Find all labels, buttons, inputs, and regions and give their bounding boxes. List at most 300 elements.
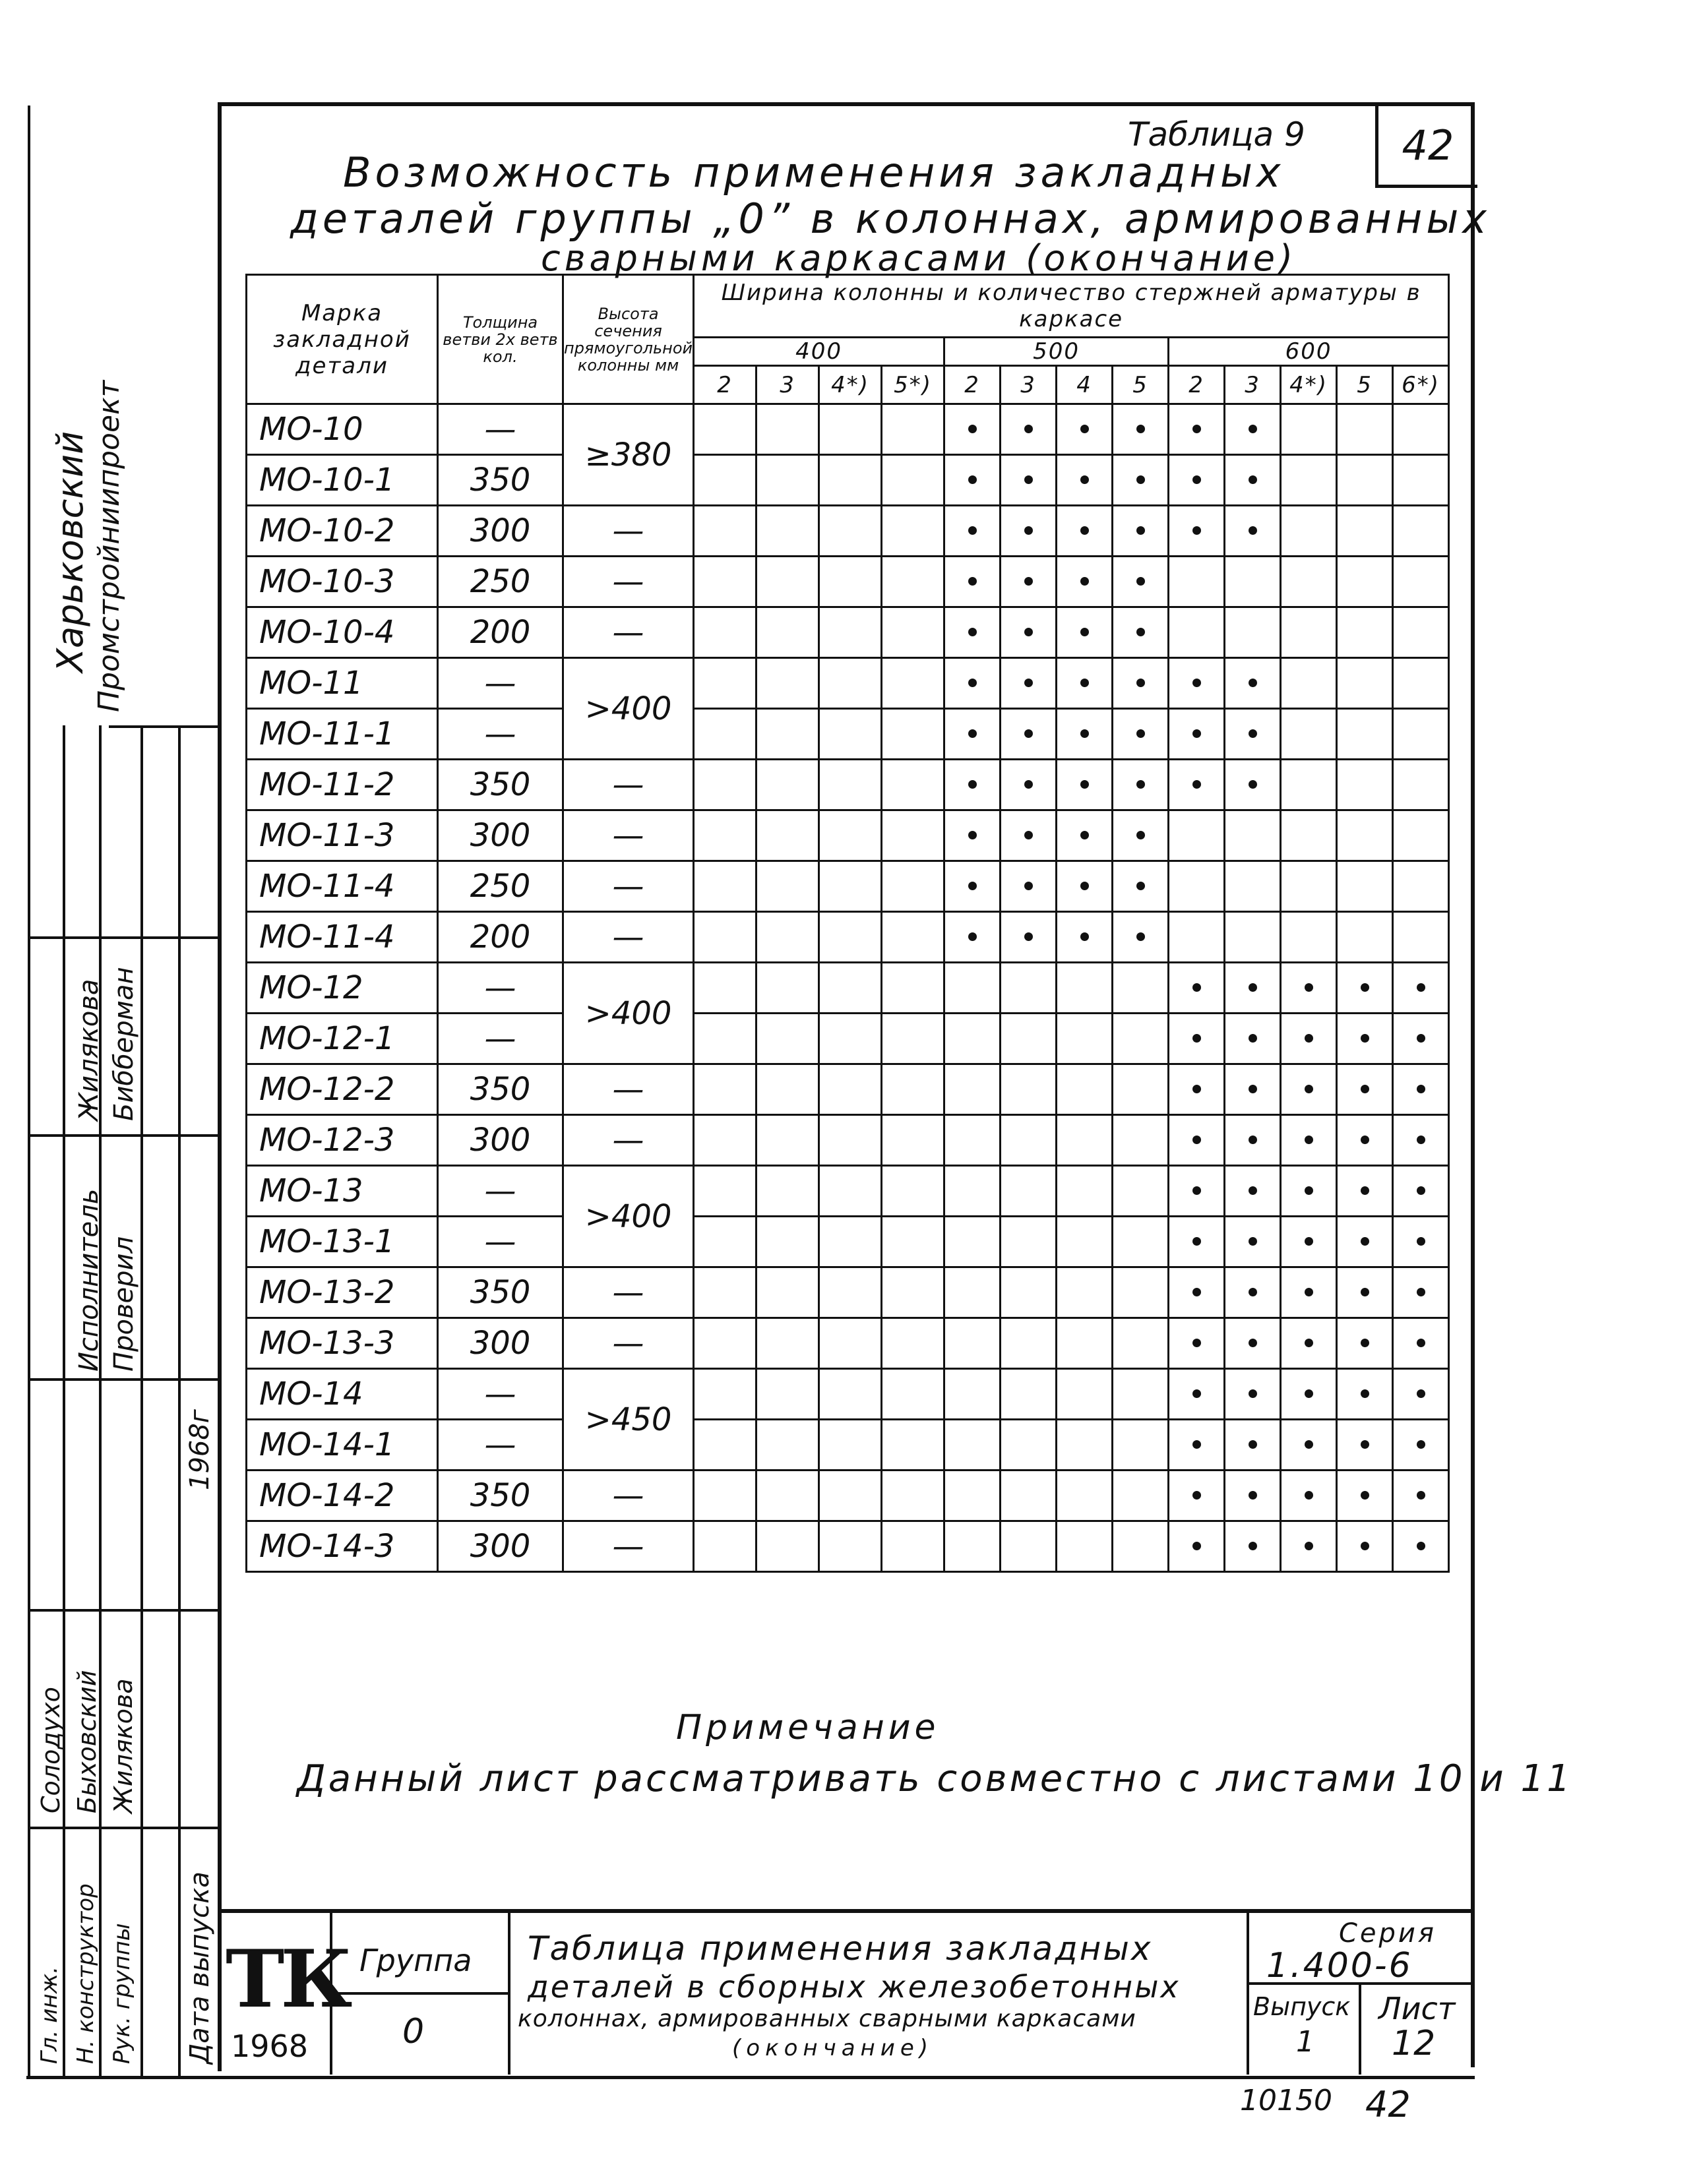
cell-applicability: [694, 455, 757, 506]
applicable-dot: [1080, 882, 1089, 890]
sidebar-name: Жилякова: [109, 1678, 138, 1813]
cell-applicability: [1001, 1420, 1057, 1471]
cell-height: —: [563, 1471, 694, 1521]
applicable-dot: [1024, 882, 1033, 890]
cell-applicability: [1169, 1471, 1225, 1521]
footer-page: 42: [1365, 2084, 1411, 2125]
series-value: 1.400-6: [1266, 1946, 1413, 1986]
cell-applicability: [694, 861, 757, 912]
applicable-dot: [1024, 729, 1033, 738]
applicable-dot: [1136, 729, 1145, 738]
binding-line: [28, 106, 30, 2077]
table-row: [247, 861, 1449, 912]
applicable-dot: [1080, 577, 1089, 586]
cell-applicability: [1057, 1267, 1113, 1318]
cell-applicability: [694, 1420, 757, 1471]
cell-applicability: [694, 1115, 757, 1166]
cell-applicability: [819, 455, 882, 506]
cell-applicability: [1169, 709, 1225, 760]
sidebar-col-line: [178, 725, 181, 2077]
cell-applicability: [1281, 1115, 1337, 1166]
cell-applicability: [1057, 861, 1113, 912]
cell-applicability: [882, 1420, 944, 1471]
cell-applicability: [1169, 506, 1225, 557]
applicable-dot: [1192, 1237, 1201, 1246]
cell-height: >400: [563, 963, 694, 1064]
cell-applicability: [757, 1521, 819, 1572]
col-header-height: Высота сечения прямоугольной колонны мм: [563, 275, 694, 404]
sub-col-header: 4*): [819, 366, 882, 404]
table-row: [247, 506, 1449, 557]
cell-applicability: [819, 1318, 882, 1369]
applicable-dot: [1080, 526, 1089, 535]
applicable-dot: [1249, 729, 1257, 738]
cell-mark: МО-14-1: [247, 1420, 438, 1471]
applicable-dot: [1024, 932, 1033, 941]
cell-applicability: [1057, 1521, 1113, 1572]
cell-mark: МО-10-3: [247, 557, 438, 607]
cell-applicability: [1001, 810, 1057, 861]
sidebar-col-line: [140, 725, 143, 2077]
cell-applicability: [1001, 1064, 1057, 1115]
sub-col-header: 6*): [1393, 366, 1449, 404]
applicable-dot: [1249, 1288, 1257, 1296]
cell-applicability: [1281, 1014, 1337, 1064]
applicable-dot: [1136, 932, 1145, 941]
bottom-border: [26, 2076, 1475, 2079]
applicable-dot: [1136, 475, 1145, 484]
cell-height: —: [563, 1521, 694, 1572]
cell-applicability: [694, 1471, 757, 1521]
cell-applicability: [944, 1521, 1001, 1572]
cell-branch: 350: [438, 760, 563, 810]
cell-applicability: [882, 1064, 944, 1115]
cell-applicability: [944, 1014, 1001, 1064]
cell-applicability: [694, 506, 757, 557]
cell-applicability: [1057, 607, 1113, 658]
cell-applicability: [694, 1217, 757, 1267]
cell-applicability: [1169, 404, 1225, 455]
cell-applicability: [1393, 963, 1449, 1014]
applicable-dot: [1192, 425, 1201, 433]
applicable-dot: [1305, 1440, 1313, 1449]
cell-branch: —: [438, 1420, 563, 1471]
cell-applicability: [757, 1217, 819, 1267]
cell-mark: МО-13-1: [247, 1217, 438, 1267]
cell-applicability: [1113, 1369, 1169, 1420]
cell-applicability: [1113, 455, 1169, 506]
cell-applicability: [1001, 1318, 1057, 1369]
applicable-dot: [1192, 1034, 1201, 1043]
cell-applicability: [757, 557, 819, 607]
cell-applicability: [1337, 658, 1393, 709]
cell-applicability: [1225, 1166, 1281, 1217]
sidebar-row-line: [28, 1609, 219, 1612]
cell-applicability: [1113, 1115, 1169, 1166]
cell-applicability: [944, 810, 1001, 861]
cell-branch: 200: [438, 607, 563, 658]
sidebar-role: Н. конструктор: [73, 1883, 99, 2064]
cell-applicability: [694, 1064, 757, 1115]
table-row: [247, 1471, 1449, 1521]
cell-applicability: [819, 1471, 882, 1521]
cell-applicability: [1225, 912, 1281, 963]
applicable-dot: [1305, 1288, 1313, 1296]
cell-applicability: [944, 404, 1001, 455]
table-row: [247, 557, 1449, 607]
cell-applicability: [1057, 455, 1113, 506]
applicable-dot: [1080, 831, 1089, 839]
cell-applicability: [694, 1014, 757, 1064]
applicable-dot: [968, 425, 977, 433]
cell-applicability: [1281, 455, 1337, 506]
cell-applicability: [757, 1420, 819, 1471]
applicable-dot: [1249, 780, 1257, 789]
col-header-500: 500: [944, 338, 1169, 366]
cell-applicability: [1001, 861, 1057, 912]
cell-applicability: [1337, 1369, 1393, 1420]
cell-height: >450: [563, 1369, 694, 1471]
cell-applicability: [1337, 607, 1393, 658]
cell-applicability: [1001, 557, 1057, 607]
applicable-dot: [1417, 1542, 1425, 1550]
cell-applicability: [1225, 506, 1281, 557]
cell-applicability: [1169, 912, 1225, 963]
sidebar-row-line: [28, 1134, 219, 1137]
cell-applicability: [757, 1014, 819, 1064]
cell-applicability: [1113, 557, 1169, 607]
cell-applicability: [1113, 1267, 1169, 1318]
applicable-dot: [1305, 1186, 1313, 1195]
cell-applicability: [1001, 1217, 1057, 1267]
cell-applicability: [1393, 912, 1449, 963]
applicable-dot: [1192, 1440, 1201, 1449]
applicable-dot: [1192, 1542, 1201, 1550]
cell-applicability: [1225, 1318, 1281, 1369]
cell-applicability: [1281, 607, 1337, 658]
sub-col-header: 2: [694, 366, 757, 404]
applicable-dot: [1024, 475, 1033, 484]
applicable-dot: [1361, 1288, 1369, 1296]
cell-branch: 250: [438, 557, 563, 607]
cell-applicability: [1393, 1014, 1449, 1064]
cell-applicability: [819, 963, 882, 1014]
cell-applicability: [944, 1115, 1001, 1166]
cell-applicability: [1393, 404, 1449, 455]
cell-applicability: [1281, 1318, 1337, 1369]
cell-mark: МО-12: [247, 963, 438, 1014]
cell-branch: 300: [438, 506, 563, 557]
cell-applicability: [1393, 658, 1449, 709]
applicable-dot: [1249, 1136, 1257, 1144]
cell-applicability: [1001, 658, 1057, 709]
cell-applicability: [757, 1369, 819, 1420]
cell-applicability: [1057, 1014, 1113, 1064]
cell-applicability: [1225, 709, 1281, 760]
cell-applicability: [882, 1014, 944, 1064]
cell-mark: МО-11-3: [247, 810, 438, 861]
cell-applicability: [882, 1267, 944, 1318]
applicable-dot: [1305, 1237, 1313, 1246]
cell-applicability: [1281, 1217, 1337, 1267]
cell-applicability: [819, 506, 882, 557]
applicable-dot: [1249, 1491, 1257, 1500]
applicable-dot: [1024, 628, 1033, 636]
cell-applicability: [1113, 1318, 1169, 1369]
cell-applicability: [1225, 658, 1281, 709]
cell-applicability: [1057, 1217, 1113, 1267]
cell-applicability: [1281, 506, 1337, 557]
table-row: [247, 1217, 1449, 1267]
cell-applicability: [1001, 404, 1057, 455]
cell-applicability: [819, 1115, 882, 1166]
cell-branch: 200: [438, 912, 563, 963]
cell-mark: МО-10-1: [247, 455, 438, 506]
applicable-dot: [968, 526, 977, 535]
applicable-dot: [1192, 780, 1201, 789]
applicable-dot: [1305, 1491, 1313, 1500]
cell-branch: —: [438, 404, 563, 455]
cell-applicability: [882, 658, 944, 709]
cell-applicability: [1113, 1014, 1169, 1064]
applicable-dot: [1136, 831, 1145, 839]
cell-branch: —: [438, 963, 563, 1014]
cell-applicability: [882, 963, 944, 1014]
cell-applicability: [1337, 1521, 1393, 1572]
applicable-dot: [968, 628, 977, 636]
cell-applicability: [819, 810, 882, 861]
cell-applicability: [1057, 760, 1113, 810]
sub-col-header: 4*): [1281, 366, 1337, 404]
cell-branch: —: [438, 1166, 563, 1217]
cell-applicability: [757, 455, 819, 506]
sheet-value: 12: [1392, 2024, 1436, 2063]
cell-applicability: [1337, 760, 1393, 810]
cell-applicability: [1337, 1420, 1393, 1471]
table-row: [247, 963, 1449, 1014]
sidebar-date-year: 1968г: [185, 1409, 215, 1490]
cell-applicability: [1393, 455, 1449, 506]
cell-applicability: [757, 861, 819, 912]
table-row: [247, 455, 1449, 506]
applicable-dot: [1080, 729, 1089, 738]
sidebar-row-line: [28, 936, 219, 939]
cell-applicability: [819, 557, 882, 607]
sub-col-header: 5: [1337, 366, 1393, 404]
applicable-dot: [968, 831, 977, 839]
cell-applicability: [1001, 455, 1057, 506]
cell-applicability: [882, 1166, 944, 1217]
cell-applicability: [1281, 1267, 1337, 1318]
cell-branch: —: [438, 1014, 563, 1064]
cell-applicability: [1169, 658, 1225, 709]
cell-height: —: [563, 1318, 694, 1369]
cell-applicability: [1337, 1014, 1393, 1064]
cell-applicability: [944, 557, 1001, 607]
cell-applicability: [882, 506, 944, 557]
cell-applicability: [882, 1471, 944, 1521]
cell-applicability: [1001, 1471, 1057, 1521]
cell-applicability: [694, 1166, 757, 1217]
cell-applicability: [819, 1267, 882, 1318]
cell-applicability: [1393, 1267, 1449, 1318]
cell-applicability: [1113, 404, 1169, 455]
cell-applicability: [1057, 1318, 1113, 1369]
applicable-dot: [1192, 475, 1201, 484]
cell-applicability: [944, 1217, 1001, 1267]
cell-mark: МО-14: [247, 1369, 438, 1420]
applicable-dot: [1080, 628, 1089, 636]
cell-mark: МО-13-2: [247, 1267, 438, 1318]
col-header-width-group: Ширина колонны и количество стержней арматуры в каркасе: [694, 275, 1449, 338]
cell-applicability: [757, 760, 819, 810]
cell-applicability: [1337, 1064, 1393, 1115]
cell-applicability: [882, 1318, 944, 1369]
cell-applicability: [944, 861, 1001, 912]
cell-branch: 300: [438, 810, 563, 861]
sidebar-name: Бибберман: [109, 967, 139, 1121]
cell-applicability: [1113, 760, 1169, 810]
applicable-dot: [1305, 1542, 1313, 1550]
cell-applicability: [944, 1064, 1001, 1115]
applicable-dot: [1192, 983, 1201, 992]
cell-applicability: [757, 709, 819, 760]
applicable-dot: [1361, 1440, 1369, 1449]
cell-applicability: [1113, 963, 1169, 1014]
applicable-dot: [1361, 1085, 1369, 1093]
cell-applicability: [1169, 1267, 1225, 1318]
cell-applicability: [1281, 861, 1337, 912]
applicable-dot: [1024, 679, 1033, 687]
cell-applicability: [757, 1115, 819, 1166]
cell-applicability: [1281, 1064, 1337, 1115]
applicable-dot: [1361, 1491, 1369, 1500]
cell-mark: МО-13: [247, 1166, 438, 1217]
table-row: [247, 912, 1449, 963]
applicable-dot: [968, 729, 977, 738]
cell-applicability: [1169, 1115, 1225, 1166]
cell-height: >400: [563, 1166, 694, 1267]
cell-branch: —: [438, 1369, 563, 1420]
cell-applicability: [819, 1369, 882, 1420]
cell-applicability: [1169, 1064, 1225, 1115]
cell-branch: 350: [438, 455, 563, 506]
cell-height: —: [563, 861, 694, 912]
cell-applicability: [694, 1267, 757, 1318]
cell-applicability: [694, 1318, 757, 1369]
table-row: [247, 810, 1449, 861]
cell-applicability: [944, 760, 1001, 810]
cell-applicability: [1169, 1369, 1225, 1420]
applicable-dot: [1080, 475, 1089, 484]
cell-applicability: [1113, 1471, 1169, 1521]
applicable-dot: [1361, 1034, 1369, 1043]
title-line1: Возможность применения закладных: [343, 148, 1285, 197]
applicable-dot: [1417, 1389, 1425, 1398]
cell-applicability: [1169, 1166, 1225, 1217]
cell-applicability: [882, 455, 944, 506]
issue-value: 1: [1296, 2025, 1314, 2059]
applicable-dot: [1024, 577, 1033, 586]
sidebar-row-line: [28, 1378, 219, 1381]
cell-height: —: [563, 1267, 694, 1318]
cell-applicability: [1113, 658, 1169, 709]
cell-applicability: [1225, 404, 1281, 455]
sidebar-name: Жилякова: [74, 979, 104, 1121]
cell-applicability: [1225, 1521, 1281, 1572]
cell-applicability: [1337, 1267, 1393, 1318]
applicable-dot: [968, 577, 977, 586]
cell-applicability: [1393, 810, 1449, 861]
applicable-dot: [1080, 932, 1089, 941]
cell-applicability: [819, 658, 882, 709]
table-row: [247, 1166, 1449, 1217]
cell-applicability: [1001, 506, 1057, 557]
cell-branch: 300: [438, 1115, 563, 1166]
cell-applicability: [944, 658, 1001, 709]
cell-mark: МО-14-3: [247, 1521, 438, 1572]
applicable-dot: [968, 679, 977, 687]
applicable-dot: [1024, 526, 1033, 535]
cell-applicability: [1169, 760, 1225, 810]
cell-applicability: [1113, 810, 1169, 861]
applicable-dot: [1136, 577, 1145, 586]
cell-height: —: [563, 1115, 694, 1166]
table-row: [247, 1318, 1449, 1369]
cell-applicability: [1169, 1217, 1225, 1267]
cell-height: —: [563, 557, 694, 607]
applicable-dot: [1136, 425, 1145, 433]
cell-mark: МО-12-3: [247, 1115, 438, 1166]
cell-applicability: [1337, 709, 1393, 760]
sidebar-date-label: Дата выпуска: [185, 1871, 215, 2064]
sidebar-col-line: [99, 725, 102, 2077]
applicable-dot: [1249, 1389, 1257, 1398]
cell-applicability: [944, 455, 1001, 506]
title-line3: сварными каркасами (окончание): [541, 237, 1297, 279]
cell-applicability: [1169, 557, 1225, 607]
cell-branch: 350: [438, 1471, 563, 1521]
cell-applicability: [1393, 1420, 1449, 1471]
table-body: [247, 404, 1449, 1572]
stamp-year: 1968: [231, 2028, 309, 2064]
cell-applicability: [1113, 1420, 1169, 1471]
cell-applicability: [1281, 1471, 1337, 1521]
cell-applicability: [1113, 1064, 1169, 1115]
cell-applicability: [1281, 1369, 1337, 1420]
applicable-dot: [1417, 983, 1425, 992]
cell-applicability: [1057, 1166, 1113, 1217]
cell-height: —: [563, 1064, 694, 1115]
cell-applicability: [1337, 1217, 1393, 1267]
cell-applicability: [882, 760, 944, 810]
cell-applicability: [1337, 506, 1393, 557]
sidebar-role-executor: Исполнитель: [74, 1188, 104, 1372]
col-header-branch: Толщина ветви 2х ветв кол.: [438, 275, 563, 404]
group-label: Группа: [359, 1943, 472, 1978]
applicable-dot: [1080, 780, 1089, 789]
applicable-dot: [1249, 983, 1257, 992]
title-line2: деталей группы „0” в колоннах, армированных: [290, 195, 1491, 243]
cell-branch: 350: [438, 1267, 563, 1318]
cell-applicability: [1001, 607, 1057, 658]
cell-applicability: [1001, 709, 1057, 760]
cell-applicability: [757, 1064, 819, 1115]
applicable-dot: [1136, 882, 1145, 890]
cell-applicability: [1281, 1521, 1337, 1572]
desc-line1: Таблица применения закладных: [528, 1929, 1153, 1968]
cell-applicability: [1169, 1014, 1225, 1064]
